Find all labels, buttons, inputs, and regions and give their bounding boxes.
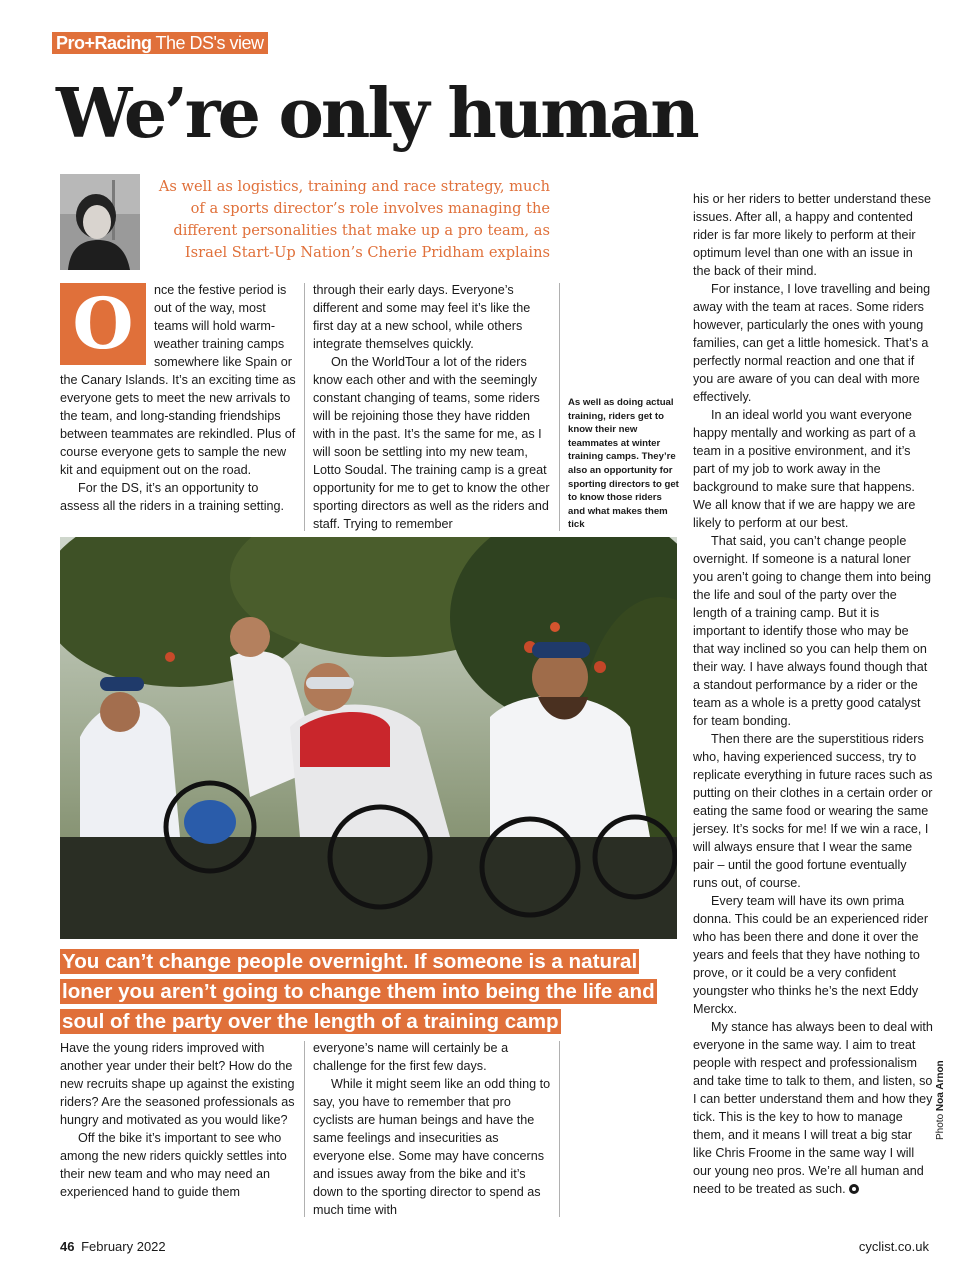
headline: We’re only human [56,74,697,154]
folio [60,1239,166,1254]
paragraph: Then there are the superstitious riders who, having experienced success, try to replicate everything in future races such as putting on their clothes in a certain order or eating the same food or wearing the same jersey. It’s socks for me! If we win a race, I will always ensure that I wear the same pair – until the good fortune eventually runs out, of course. [693,732,933,890]
paragraph: his or her riders to better understand these issues. After all, a happy and contented rider is far more likely to perform at their optimum level than one with an issue in the back of their mind. [693,192,932,278]
body-column-2-lower [313,1039,553,1219]
column-divider [304,283,305,531]
standfirst: As well as logistics, training and race strategy, much of a sports director’s role involves managing the different personalities that make up a pro team, as Israel Start-Up Nation’s Cherie Pridham explains [158,178,550,261]
photo-credit-name: Noa Arnon [935,1060,946,1112]
cyclists-image [60,537,677,939]
photo-credit [935,1060,946,1140]
paragraph: For instance, I love travelling and being away with the team at races. Some riders however, particularly the ones with young families, can get a little homesick. That’s a perfectly normal reaction and one that if you are aware of you can deal with more effectively. [693,282,931,404]
page-number: 46 [60,1239,75,1254]
drop-cap [60,283,146,365]
paragraph: For the DS, it’s an opportunity to assess all the riders in a training setting. [60,481,285,513]
pull-quote-text: You can’t change people overnight. If someone is a natural loner you aren’t going to change them into being the life and soul of the party over the length of a training camp [62,950,655,1033]
end-mark-icon [849,1184,859,1194]
body-column-1 [60,281,296,515]
column-divider [304,1041,305,1217]
paragraph: through their early days. Everyone’s different and some may feel it’s like the first day at a new school, while others integrate themselves quickly. [313,283,531,351]
riders-photo [60,537,677,939]
paragraph [693,1018,933,1198]
site-url: cyclist.co.uk [858,1239,929,1254]
author-photo [60,174,140,270]
paragraph: everyone’s name will certainly be a challenge for the first few days. [313,1041,509,1073]
column-divider [559,1041,560,1217]
pull-quote [60,947,680,1037]
photo-caption: As well as doing actual training, riders get to know their new teammates at winter training camps. They’re also an opportunity for sporting directors to get to know those riders and what makes them tick [568,397,679,531]
issue-date: February 2022 [81,1239,166,1254]
section-subname: The DS's view [155,32,264,53]
photo-credit-label: Photo [935,1113,946,1140]
paragraph: Every team will have its own prima donna. This could be an experienced rider who has been there and done it over the years and feels that they have nothing to prove, or it could be a very confident youngster who thinks he’s the next Eddy Merckx. [693,894,929,1016]
paragraph: That said, you can’t change people overnight. If someone is a natural loner you aren’t going to change them into being the life and soul of the party over the length of a training camp. But it is important to identify those who may be that way inclined so you can help them on their way. I have always found though that a standout performance by a rider or the team as a whole is a pretty good catalyst for team bonding. [693,534,932,728]
paragraph: On the WorldTour a lot of the riders know each other and with the seemingly constant changing of teams, some riders will be rejoining those they have ridden with in the past. It’s the same for me, as I will soon be settling into my new team, Lotto Soudal. The training camp is a great opportunity for me to get to know the other sporting directors as well as the riders and staff. Trying to remember [313,355,550,531]
paragraph: Have the young riders improved with another year under their belt? How do the new recruits shape up against the existing riders? Are the seasoned professionals as hungry and motivated as you would like? [60,1041,295,1127]
body-column-3 [693,190,933,1198]
section-name: Pro+Racing [56,32,152,53]
paragraph: nce the festive period is out of the way, most teams will hold warm-weather training camps somewhere like Spain or the Canary Islands. It’s an exciting time as everyone gets to meet the new arrivals to the team, and long-standing friendships between teammates are rekindled. Plus of course everyone gets to sample the new kit and equipment out on the road. [60,283,296,477]
paragraph-text: My stance has always been to deal with everyone in the same way. I aim to treat people with respect and professionalism and take time to talk to them, and listen, so I can better understand them and how they tick. This is the key to how to manage them, and it means I will treat a big star like Chris Froome in the same way I will our young neo pros. We’re all human and need to be treated as such. [693,1020,933,1196]
paragraph: In an ideal world you want everyone happy mentally and working as part of a team in a positive environment, and it’s part of my job to work away in the background to make sure that happens. We all know that if we are happy we are likely to perform at our best. [693,408,916,530]
section-tag [52,32,268,54]
paragraph: While it might seem like an odd thing to say, you have to remember that pro cyclists are human beings and have the same feelings and insecurities as everyone else. Some may have concerns and issues away from the bike and it’s down to the sporting director to spend as much time with [313,1077,551,1217]
drop-cap-letter: O [72,282,134,365]
paragraph: Off the bike it’s important to see who among the new riders quickly settles into their new team and who may need an experienced hand to guide them [60,1131,287,1199]
author-portrait-image [60,174,140,270]
body-column-2 [313,281,553,533]
column-divider [559,283,560,531]
body-column-1-lower [60,1039,296,1201]
